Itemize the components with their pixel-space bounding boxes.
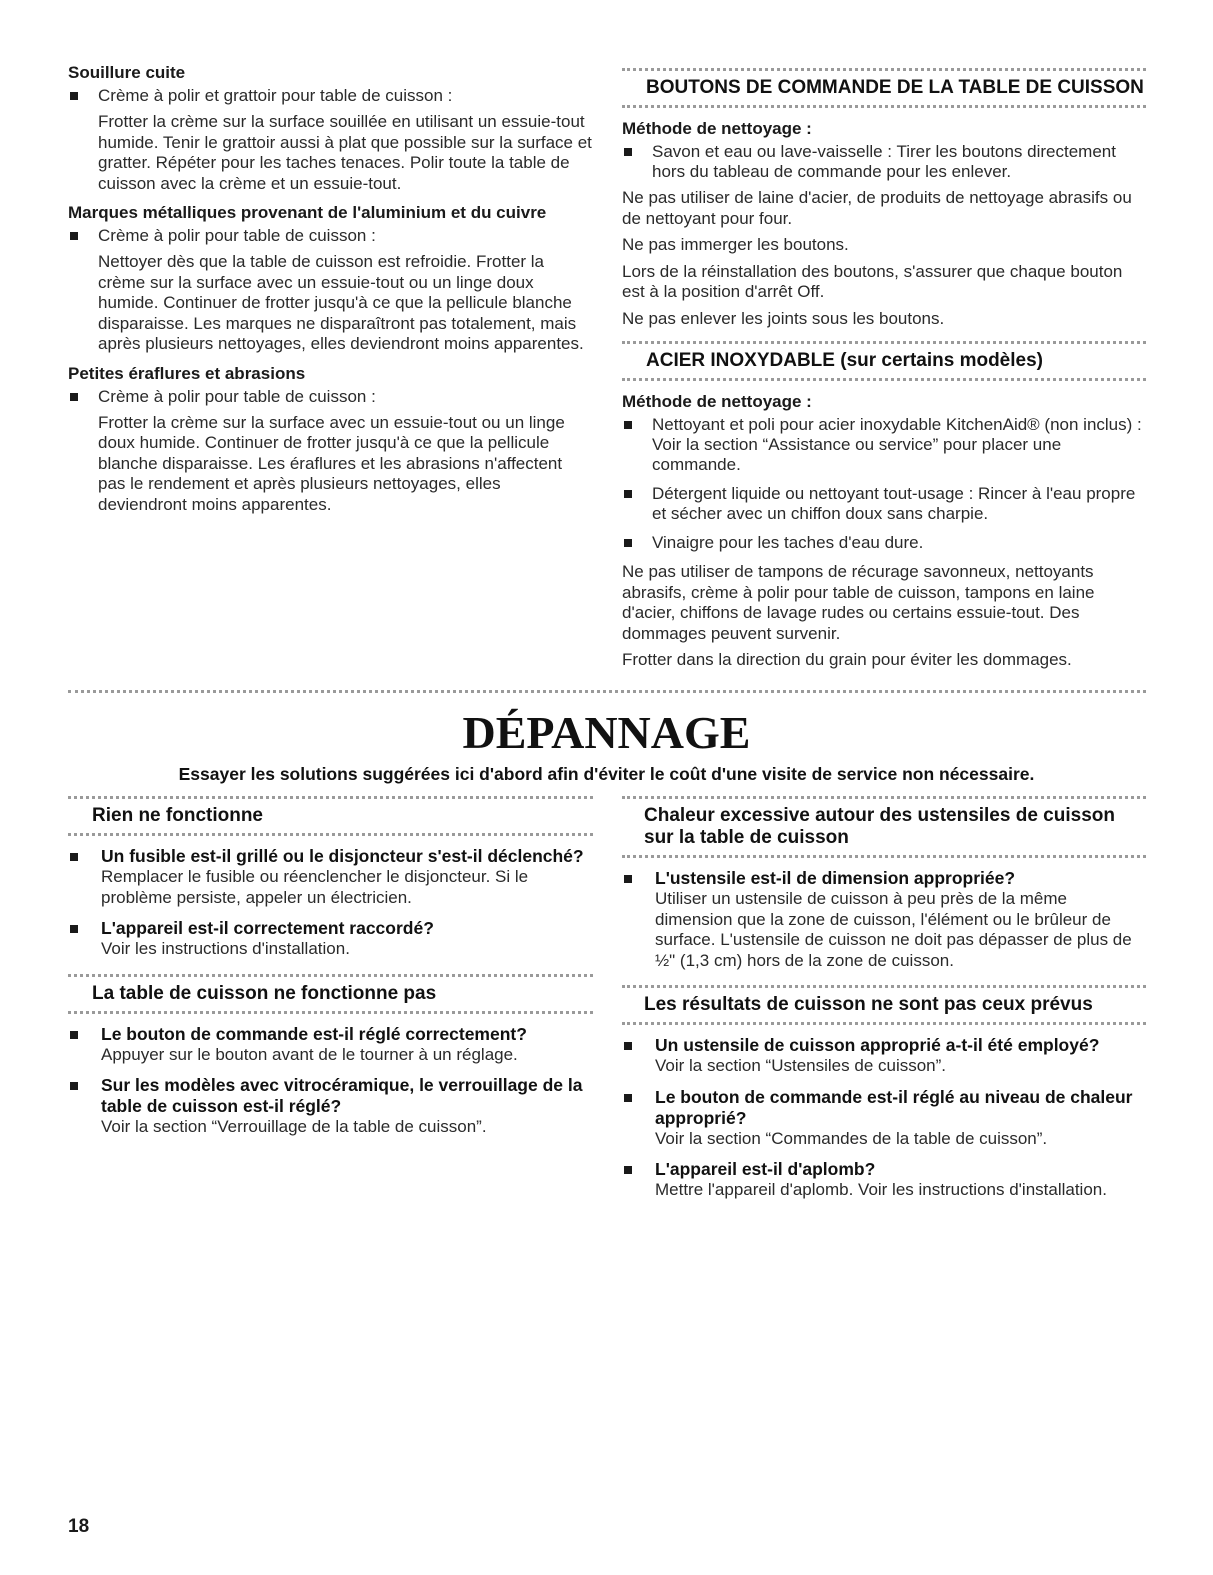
bullet-item: Nettoyant et poli pour acier inoxydable KitchenAid® (non inclus) : Voir la section “Assistance ou service” pour placer une commande. <box>622 415 1146 475</box>
answer: Utiliser un ustensile de cuisson à peu près de la même dimension que la zone de cuisson, l'élément ou le brûleur de surface. L'ustensile de cuisson ne doit pas dépasser de plus de ½" (1,3 cm) hors de la zone de cuisson. <box>655 889 1132 970</box>
paragraph: Frotter la crème sur la surface souillée en utilisant un essuie-tout humide. Tenir le grattoir aussi à plat que possible sur la surface et gratter. Répéter pour les taches tenaces. Polir toute la table de cuisson avec la crème et un essuie-tout. <box>98 112 592 193</box>
answer: Voir la section “Ustensiles de cuisson”. <box>655 1056 947 1075</box>
answer: Remplacer le fusible ou réenclencher le disjoncteur. Si le problème persiste, appeler un électricien. <box>101 867 529 907</box>
problem-heading: Rien ne fonctionne <box>68 796 593 836</box>
list-item <box>622 868 1146 971</box>
cleaning-method-label: Méthode de nettoyage : <box>622 392 812 411</box>
control-knobs-heading: BOUTONS DE COMMANDE DE LA TABLE DE CUISSON <box>622 68 1146 108</box>
question: L'appareil est-il correctement raccordé? <box>101 918 434 938</box>
paragraph: Ne pas enlever les joints sous les boutons. <box>622 308 945 328</box>
bullet-item: Crème à polir pour table de cuisson : <box>68 226 593 246</box>
answer: Appuyer sur le bouton avant de le tourner à un réglage. <box>101 1044 518 1064</box>
bullet-item: Vinaigre pour les taches d'eau dure. <box>622 533 1146 553</box>
paragraph: Ne pas utiliser de laine d'acier, de produits de nettoyage abrasifs ou de nettoyant pour four. <box>622 188 1132 228</box>
paragraph: Lors de la réinstallation des boutons, s'assurer que chaque bouton est à la position d'arrêt Off. <box>622 261 1123 301</box>
troubleshooting-right-column <box>622 796 1146 1211</box>
page-title: DÉPANNAGE <box>462 707 751 758</box>
question: Un ustensile de cuisson approprié a-t-il été employé? <box>655 1035 1100 1055</box>
problem-heading: La table de cuisson ne fonctionne pas <box>68 974 593 1014</box>
list-item <box>622 1087 1146 1150</box>
bullet-item: Crème à polir et grattoir pour table de cuisson : <box>68 86 593 106</box>
care-right-column <box>622 68 1146 677</box>
bullet-item: Détergent liquide ou nettoyant tout-usage : Rincer à l'eau propre et sécher avec un chiffon doux sans charpie. <box>622 484 1146 524</box>
list-item <box>68 918 593 960</box>
page-number: 18 <box>68 1516 90 1537</box>
bullet-item: Crème à polir pour table de cuisson : <box>68 387 593 407</box>
paragraph: Nettoyer dès que la table de cuisson est refroidie. Frotter la crème sur la surface avec un essuie-tout ou un linge doux humide. Continuer de frotter jusqu'à ce que la pellicule blanche disparaisse. Les marques ne disparaîtront pas totalement, mais après plusieurs nettoyages, elles deviendront moins apparentes. <box>98 252 584 353</box>
paragraph: Frotter la crème sur la surface avec un essuie-tout ou un linge doux humide. Continuer de frotter jusqu'à ce que la pellicule blanche disparaisse. Les éraflures et les abrasions n'affectent pas le rendement et après plusieurs nettoyages, elles deviendront moins apparentes. <box>98 412 565 514</box>
list-item <box>68 846 593 908</box>
troubleshooting-left-column <box>68 796 593 1148</box>
section-divider <box>68 690 1146 693</box>
answer: Voir la section “Verrouillage de la table de cuisson”. <box>101 1117 487 1136</box>
list-item <box>622 1159 1146 1201</box>
paragraph: Frotter dans la direction du grain pour éviter les dommages. <box>622 650 1072 669</box>
paragraph: Ne pas utiliser de tampons de récurage savonneux, nettoyants abrasifs, crème à polir pour table de cuisson, tampons en laine d'acier, chiffons de lavage rudes ou certains essuie-tout. Des dommages peuvent survenir. <box>622 562 1095 643</box>
answer: Voir la section “Commandes de la table de cuisson”. <box>655 1128 1048 1148</box>
scratches-heading: Petites éraflures et abrasions <box>68 363 306 383</box>
answer: Voir les instructions d'installation. <box>101 939 350 958</box>
question: L'ustensile est-il de dimension appropriée? <box>655 868 1016 888</box>
metal-marks-heading: Marques métalliques provenant de l'aluminium et du cuivre <box>68 203 547 222</box>
question: L'appareil est-il d'aplomb? <box>655 1159 876 1179</box>
question: Sur les modèles avec vitrocéramique, le verrouillage de la table de cuisson est-il réglé? <box>101 1075 583 1116</box>
question: Le bouton de commande est-il réglé au niveau de chaleur approprié? <box>655 1086 1133 1128</box>
problem-heading: Les résultats de cuisson ne sont pas ceux prévus <box>622 985 1146 1025</box>
problem-heading: Chaleur excessive autour des ustensiles de cuisson sur la table de cuisson <box>622 796 1146 858</box>
page-subtitle: Essayer les solutions suggérées ici d'abord afin d'éviter le coût d'une visite de service non nécessaire. <box>178 764 1035 784</box>
list-item <box>68 1024 593 1066</box>
answer: Mettre l'appareil d'aplomb. Voir les instructions d'installation. <box>655 1180 1107 1199</box>
stainless-steel-heading: ACIER INOXYDABLE (sur certains modèles) <box>622 341 1146 381</box>
cleaning-method-label: Méthode de nettoyage : <box>622 119 812 138</box>
list-item <box>622 1035 1146 1077</box>
list-item <box>68 1075 593 1138</box>
question: Un fusible est-il grillé ou le disjoncteur s'est-il déclenché? <box>101 846 584 866</box>
paragraph: Ne pas immerger les boutons. <box>622 235 849 254</box>
question: Le bouton de commande est-il réglé correctement? <box>101 1023 527 1044</box>
baked-on-soil-heading: Souillure cuite <box>68 63 186 82</box>
care-left-column <box>68 62 593 523</box>
bullet-item: Savon et eau ou lave-vaisselle : Tirer les boutons directement hors du tableau de commande pour les enlever. <box>622 142 1146 182</box>
